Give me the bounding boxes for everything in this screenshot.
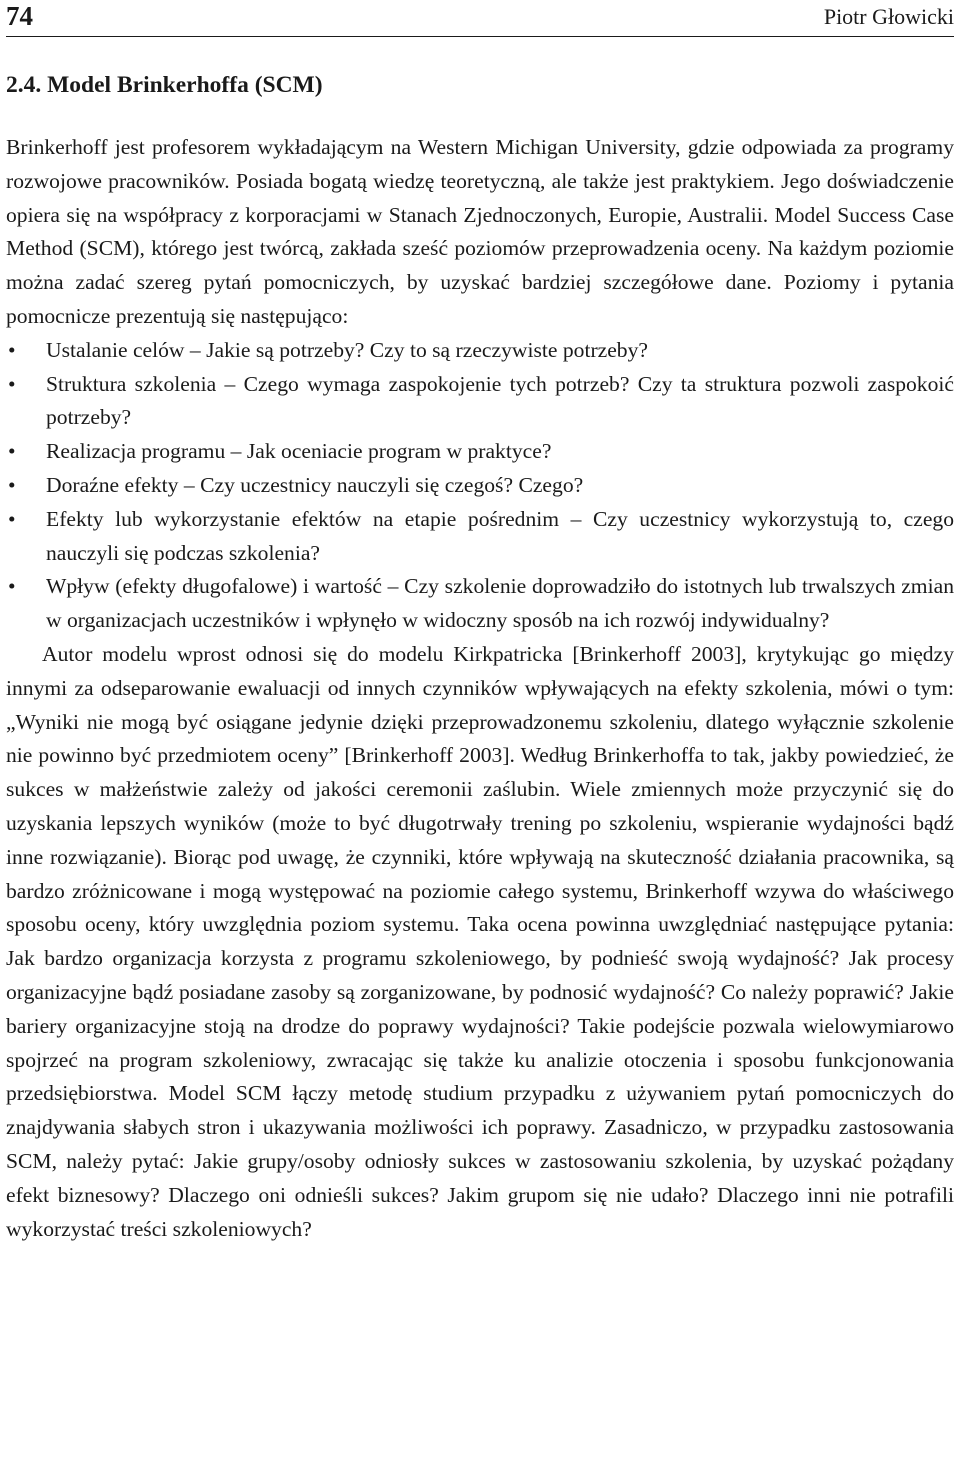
bullet-marker: • [8, 472, 16, 497]
list-item-text: Struktura szkolenia – Czego wymaga zaspokojenie tych potrzeb? Czy ta struktura pozwoli zaspokoić potrzeby? [46, 371, 954, 430]
page-header [6, 0, 954, 37]
list-item [6, 368, 954, 436]
section-title: 2.4. Model Brinkerhoffa (SCM) [6, 72, 323, 98]
bullet-marker: • [8, 439, 16, 464]
page-number: 74 [6, 1, 33, 31]
evaluation-levels-list [6, 334, 954, 638]
bullet-marker: • [8, 337, 16, 362]
list-item-text: Efekty lub wykorzystanie efektów na etapie pośrednim – Czy uczestnicy wykorzystują to, czego nauczyli się podczas szkolenia? [46, 506, 954, 565]
list-item-text: Ustalanie celów – Jakie są potrzeby? Czy to są rzeczywiste potrzeby? [46, 337, 648, 362]
list-item [6, 503, 954, 571]
list-item [6, 570, 954, 638]
intro-paragraph: Brinkerhoff jest profesorem wykładającym na Western Michigan University, gdzie odpowiada za programy rozwojowe pracowników. Posiada bogatą wiedzę teoretyczną, ale także jest praktykiem. Jego doświadczenie opiera się na współpracy z korporacjami w Stanach Zjednoczonych, Europie, Australii. Model Success Case Method (SCM), którego jest twórcą, zakłada sześć poziomów przeprowadzenia oceny. Na każdym poziomie można zadać szereg pytań pomocniczych, by uzyskać bardziej szczegółowe dane. Poziomy i pytania pomocnicze prezentują się następująco: [6, 135, 954, 328]
running-header-author: Piotr Głowicki [823, 4, 954, 29]
list-item-text: Realizacja programu – Jak oceniacie program w praktyce? [46, 439, 552, 464]
list-item [6, 469, 954, 503]
bullet-marker: • [8, 371, 16, 396]
list-item-text: Wpływ (efekty długofalowe) i wartość – Czy szkolenie doprowadziło do istotnych lub trwalszych zmian w organizacjach uczestników i wpłynęło w widoczny sposób na ich rozwój indywidualny? [46, 574, 954, 633]
body-text [6, 131, 954, 1246]
bullet-marker: • [8, 506, 16, 531]
list-item [6, 334, 954, 368]
list-item [6, 435, 954, 469]
list-item-text: Doraźne efekty – Czy uczestnicy nauczyli się czegoś? Czego? [46, 472, 584, 497]
bullet-marker: • [8, 574, 16, 599]
main-paragraph: Autor modelu wprost odnosi się do modelu Kirkpatricka [Brinkerhoff 2003], krytykując go między innymi za odseparowanie ewaluacji od innych czynników wpływających na efekty szkolenia, mówi o tym: „Wyniki nie mogą być osiągane jedynie dzięki przeprowadzonemu szkoleniu, dlatego wyłącznie szkolenie nie powinno być przedmiotem oceny” [Brinkerhoff 2003]. Według Brinkerhoffa to tak, jakby powiedzieć, że sukces w małżeństwie zależy od jakości ceremonii zaślubin. Wiele zmiennych może przyczynić się do uzyskania lepszych wyników (może to być długotrwały trening po szkoleniu, wspieranie wydajności bądź inne rozwiązanie). Biorąc pod uwagę, że czynniki, które wpływają na skuteczność działania pracownika, są bardzo zróżnicowane i mogą występować na poziomie całego systemu, Brinkerhoff wzywa do właściwego sposobu oceny, który uwzględnia poziom systemu. Taka ocena powinna uwzględniać następujące pytania: Jak bardzo organizacja korzysta z programu szkoleniowego, by podnieść swoją wydajność? Jak procesy organizacyjne bądź posiadane zasoby są zorganizowane, by podnosić wydajność? Co należy poprawić? Jakie bariery organizacyjne stoją na drodze do poprawy wydajności? Takie podejście pozwala wielowymiarowo spojrzeć na program szkoleniowy, zwracając się także ku analizie otoczenia i sposobu funkcjonowania przedsiębiorstwa. Model SCM łączy metodę studium przypadku z używaniem pytań pomocniczych do znajdywania słabych stron i ukazywania możliwości ich poprawy. Zasadniczo, w przypadku zastosowania SCM, należy pytać: Jakie grupy/osoby odniosły sukces w zastosowaniu szkolenia, by uzyskać pożądany efekt biznesowy? Dlaczego oni odnieśli sukces? Jakim grupom się nie udało? Dlaczego inni nie potrafili wykorzystać treści szkoleniowych? [6, 641, 954, 1241]
